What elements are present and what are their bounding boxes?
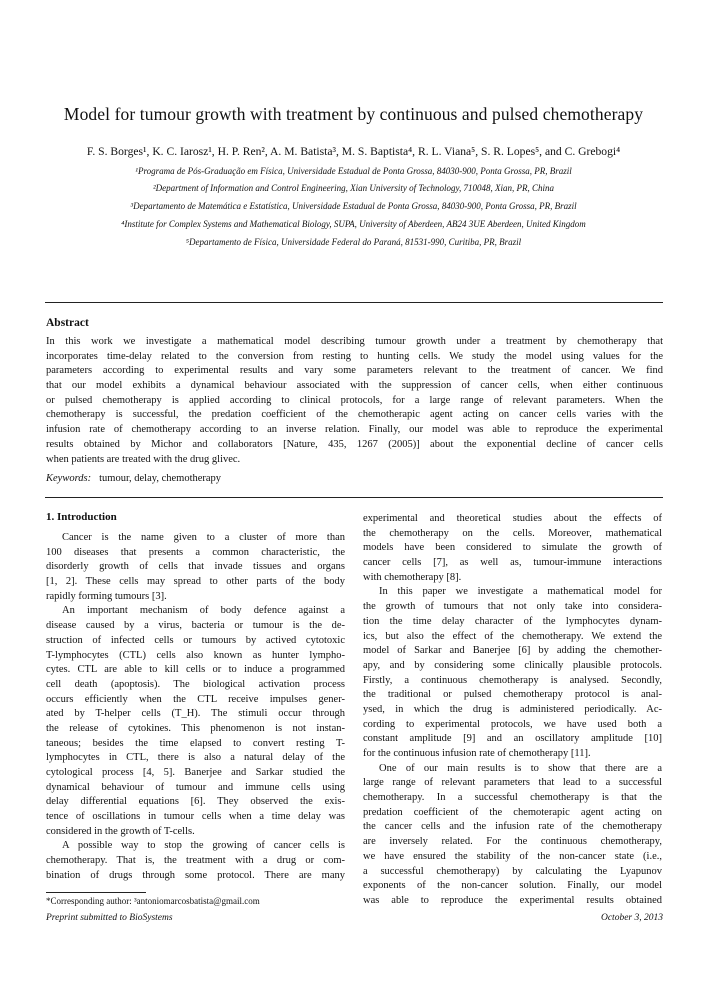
- body-line: was able to reproduce the experimental results obtained: [363, 894, 662, 906]
- body-line: the traditional or pulsed chemotherapy protocol is anal-: [363, 689, 662, 701]
- body-line: experimental and theoretical studies about the effects of: [363, 513, 662, 524]
- body-line: for the continuous infusion rate of chemotherapy [11].: [363, 748, 591, 759]
- body-line: cording to experimental protocols, we have used both a: [363, 718, 662, 730]
- abstract-line: or pulsed chemotherapy is applied according to clinical protocols, for a large range of relevant parameters. When the: [46, 394, 663, 406]
- body-line: apy, and by considering some clinically plausible protocols.: [363, 659, 662, 671]
- section-heading: 1. Introduction: [46, 511, 117, 523]
- footer-date: October 3, 2013: [600, 913, 663, 923]
- body-line: chemotherapy. That is, the treatment with a drug or com-: [46, 855, 345, 867]
- body-line: large range of relevant parameters that lead to a successful: [363, 777, 662, 789]
- body-line: One of our main results is to show that there are a: [379, 762, 662, 774]
- body-line: disorderly growth of cells that invade tissues and organs: [46, 561, 345, 573]
- body-line: predation coefficient of the chemoterapic agent acting on: [363, 806, 662, 818]
- body-line: cytological process [4, 5]. Banerjee and Sarkar studied the: [46, 767, 345, 778]
- abstract-line: results obtained by Michor and collaborators [Nature, 435, 1267 (2005)] about the exponential decline of cancer cells: [46, 438, 663, 450]
- abstract-line: In this work we investigate a mathematical model describing tumour growth under a treatment by chemotherapy that: [46, 336, 663, 347]
- body-line: T-lymphocytes (CTL) cells also known as hunter lympho-: [46, 649, 345, 661]
- author-list: F. S. Borges¹, K. C. Iarosz¹, H. P. Ren², A. M. Batista³, M. S. Baptista⁴, R. L. Viana⁵, S. R. Lopes⁵, and C. Grebogi⁴: [86, 145, 621, 158]
- body-line: 100 diseases that presents a common characteristic, the: [46, 546, 345, 558]
- body-line: tion the time delay character of the lymphocytes dynam-: [363, 615, 662, 627]
- body-line: lymphocytes in CTL, there is also a natural delay of the: [46, 752, 345, 764]
- body-line: with chemotherapy [8].: [363, 571, 462, 583]
- abstract-body: [46, 335, 663, 467]
- body-line: bination of drugs through some protocol. There are many: [46, 869, 345, 881]
- body-line: [1, 2]. These cells may spread to other parts of the body: [46, 576, 345, 588]
- abstract-line: when patients are treated with the drug glivec.: [46, 453, 241, 465]
- body-line: disease caused by a virus, bacteria or tumour is the de-: [46, 620, 345, 632]
- body-line: considered in the growth of T-cells.: [46, 825, 195, 837]
- paper-title: Model for tumour growth with treatment by continuous and pulsed chemotherapy: [63, 104, 644, 124]
- keywords-value: tumour, delay, chemotherapy: [99, 473, 222, 484]
- body-line: chemotherapy. In a successful chemotherapy is that the: [363, 792, 662, 804]
- body-line: ics, but also the effect of the chemotherapy. We extend the: [363, 630, 662, 642]
- affiliation-3: ³Departamento de Matemática e Estatística, Universidade Estadual de Ponta Grossa, 84030-900, Ponta Grossa, PR, Brazil: [130, 201, 577, 211]
- body-line: cancer cells [7], as well as, tumour-immune interactions: [363, 557, 662, 569]
- abstract-heading: Abstract: [46, 317, 89, 329]
- body-line: rapidly forming tumours [3].: [46, 590, 167, 602]
- abstract-bottom-rule: [45, 497, 663, 498]
- body-line: the cancer cells and the infusion rate of the chemotherapy: [363, 821, 662, 833]
- body-line: delay differential equations [6]. They observed the exis-: [46, 796, 345, 808]
- body-line: a successful chemotherapy) by calculating the Lyapunov: [363, 865, 662, 877]
- body-line: model of Sarkar and Banerjee [6] by adding the chemother-: [363, 645, 662, 657]
- body-line: the chemotherapy on the cells. Moreover, mathematical: [363, 527, 662, 539]
- abstract-line: parameters according to experimental results and vary some parameters relevant to the treatment of cancer. We find: [46, 365, 663, 377]
- affiliation-1: ¹Programa de Pós-Graduação em Física, Universidade Estadual de Ponta Grossa, 84030-900, Ponta Grossa, PR, Brazil: [135, 166, 572, 176]
- body-line: An important mechanism of body defence against a: [62, 605, 345, 617]
- body-line: the growth of tumours that not only take into considera-: [363, 601, 662, 613]
- body-line: constant amplitude [9] and an oscillatory amplitude [10]: [363, 733, 662, 745]
- body-line: exponents of the non-cancer solution. Finally, our model: [363, 880, 662, 892]
- body-line: Firstly, a continuous chemotherapy is analysed. Secondly,: [363, 674, 662, 686]
- affiliation-4: ⁴Institute for Complex Systems and Mathematical Biology, SUPA, University of Aberdeen, AB24 3UE Aberdeen, United Kingdom: [121, 219, 586, 229]
- left-column: [46, 510, 345, 884]
- abstract-top-rule: [45, 302, 663, 303]
- body-line: occurs efficiently when the CTL receive impulses gener-: [46, 693, 345, 705]
- footnote-rule: [46, 892, 146, 893]
- body-line: we have ensured the stability of the non-cancer state (i.e.,: [363, 850, 662, 862]
- abstract-line: chemotherapy is successful, the predation coefficient of the chemotherapic agent acting on cancer cells varies with the: [46, 409, 663, 421]
- abstract-line: that our model exhibits a dynamical behaviour associated with the suppression of cancer cells, when either continuous: [46, 380, 663, 392]
- body-line: In this paper we investigate a mathematical model for: [379, 586, 662, 598]
- abstract-line: incorporates time-delay related to the conversion from resting to hunting cells. We study the model using values for the: [46, 350, 663, 362]
- body-line: models have been considered to simulate the growth of: [363, 542, 662, 554]
- body-line: A possible way to stop the growing of cancer cells is: [62, 840, 345, 852]
- abstract-line: infusion rate of chemotherapy according to an inverse relation. Finally, our model was able to reproduce the experimental: [46, 424, 663, 436]
- body-line: dynamical behaviour of tumour and immune cells using: [46, 781, 345, 793]
- affiliation-2: ²Department of Information and Control Engineering, Xian University of Technology, 710048, Xian, PR, China: [152, 183, 554, 193]
- body-line: cytes. CTL are able to kill cells or to induce a programmed: [46, 664, 345, 676]
- right-column: [363, 512, 662, 909]
- body-line: struction of infected cells or tumours by actived cytotoxic: [46, 634, 345, 646]
- body-line: tence of oscillations in tumour cells when a time delay was: [46, 811, 345, 823]
- footer-journal: Preprint submitted to BioSystems: [46, 913, 173, 923]
- body-line: ated by T-helper cells (T_H). The stimuli occur through: [46, 708, 345, 720]
- footnote: *Corresponding author: ³antoniomarcosbatista@gmail.com: [46, 896, 260, 906]
- keywords-label: Keywords:: [46, 473, 92, 484]
- body-line: ysed, in which the drug is administered periodically. Ac-: [363, 703, 662, 715]
- body-line: taneous; besides the time elapsed to convert resting T-: [46, 737, 345, 749]
- body-line: cell death (apoptosis). The biological activation process: [46, 678, 345, 690]
- affiliation-5: ⁵Departamento de Física, Universidade Federal do Paraná, 81531-990, Curitiba, PR, Brazil: [185, 237, 522, 247]
- body-line: the release of cytokines. This phenomenon is not instan-: [46, 722, 345, 734]
- keywords: [46, 473, 221, 484]
- body-line: are inversely related. For the continuous chemotherapy,: [363, 836, 662, 848]
- body-line: Cancer is the name given to a cluster of more than: [62, 532, 345, 543]
